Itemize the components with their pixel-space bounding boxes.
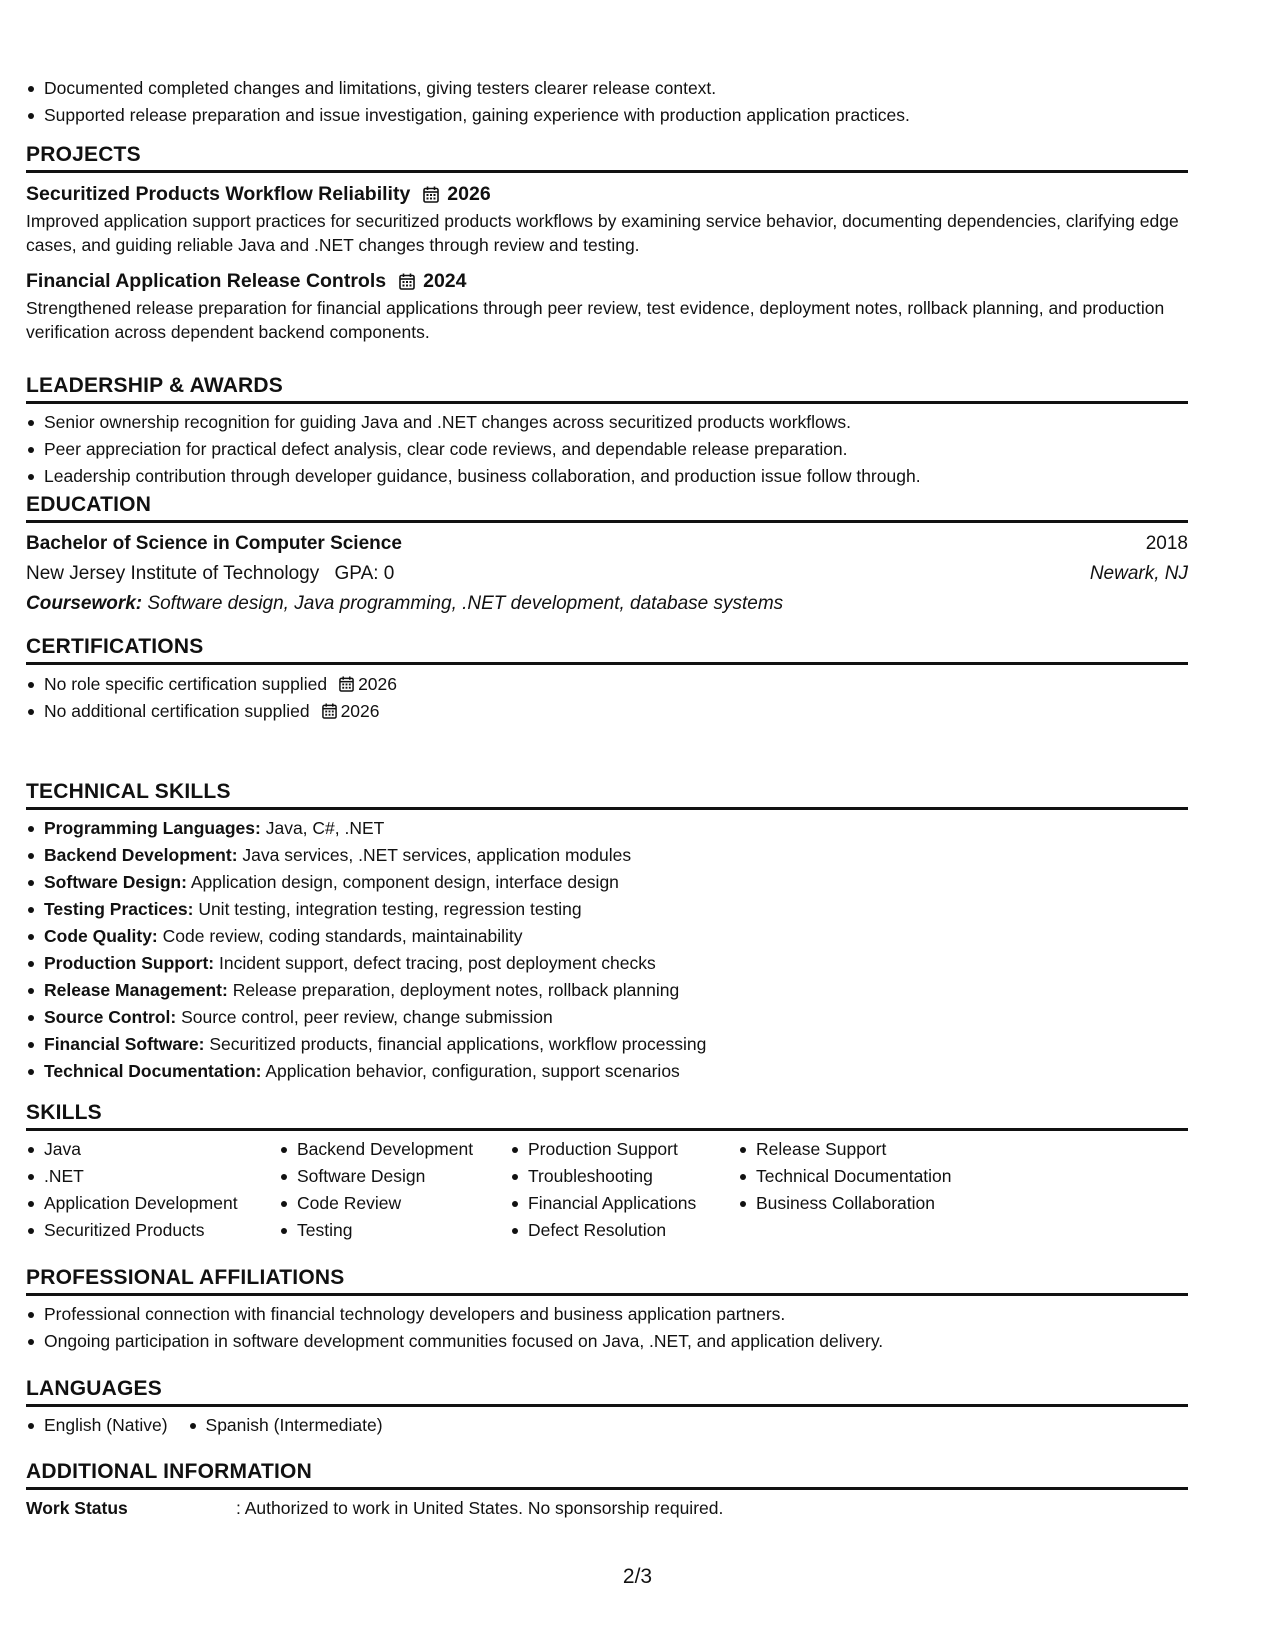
list-item: Business Collaboration — [738, 1190, 998, 1217]
skill-values: Unit testing, integration testing, regression testing — [193, 899, 582, 919]
calendar-icon — [339, 676, 354, 692]
certification-name: No additional certification supplied — [44, 701, 310, 721]
certification-year: 2026 — [358, 674, 397, 694]
project-name: Financial Application Release Controls — [26, 270, 387, 292]
section-title-projects: PROJECTS — [26, 142, 1188, 173]
skill-values: Securitized products, financial applications, workflow processing — [204, 1034, 707, 1054]
section-title-additional-info: ADDITIONAL INFORMATION — [26, 1459, 1188, 1490]
list-item: Peer appreciation for practical defect analysis, clear code reviews, and dependable release preparation. — [26, 436, 1188, 463]
skill-category: Technical Documentation: — [44, 1061, 262, 1081]
degree: Bachelor of Science in Computer Science — [26, 533, 402, 554]
list-item: Code Review — [279, 1190, 510, 1217]
skill-values: Application design, component design, interface design — [186, 872, 619, 892]
calendar-icon — [322, 703, 337, 719]
skill-category: Code Quality: — [44, 926, 158, 946]
list-item — [26, 842, 1188, 869]
list-item: Testing — [279, 1217, 510, 1244]
section-title-leadership: LEADERSHIP & AWARDS — [26, 373, 1188, 404]
project-item — [26, 181, 1188, 257]
project-description: Improved application support practices for securitized products workflows by examining service behavior, documenting dependencies, clarifying edge cases, and guiding reliable Java and .NET changes through review and testing. — [26, 211, 1179, 255]
technical-skills-section — [26, 779, 1188, 1085]
section-title-skills: SKILLS — [26, 1100, 1188, 1131]
skills-column — [26, 1136, 279, 1244]
language-item: Spanish (Intermediate) — [188, 1412, 383, 1439]
info-value: : Authorized to work in United States. No sponsorship required. — [236, 1498, 724, 1518]
certification-year: 2026 — [340, 701, 380, 721]
list-item — [26, 923, 1188, 950]
coursework: Software design, Java programming, .NET development, database systems — [147, 593, 784, 614]
calendar-icon — [399, 273, 415, 290]
section-title-affiliations: PROFESSIONAL AFFILIATIONS — [26, 1265, 1188, 1296]
project-name: Securitized Products Workflow Reliability — [26, 183, 411, 205]
list-item: Documented completed changes and limitations, giving testers clearer release context. — [26, 75, 910, 102]
skills-column — [510, 1136, 738, 1244]
list-item: Application Development — [26, 1190, 279, 1217]
skills-column — [738, 1136, 998, 1244]
list-item: Troubleshooting — [510, 1163, 738, 1190]
list-item: Release Support — [738, 1136, 998, 1163]
skill-values: Release preparation, deployment notes, rollback planning — [227, 980, 680, 1000]
section-title-education: EDUCATION — [26, 492, 1188, 523]
skill-values: Application behavior, configuration, support scenarios — [261, 1061, 680, 1081]
languages-section — [26, 1376, 1188, 1439]
project-item — [26, 268, 1188, 344]
education-section — [26, 492, 1188, 619]
section-title-languages: LANGUAGES — [26, 1376, 1188, 1407]
list-item: Technical Documentation — [738, 1163, 998, 1190]
list-item: Java — [26, 1136, 279, 1163]
school-location: Newark, NJ — [1089, 563, 1188, 584]
list-item — [26, 1004, 1188, 1031]
skill-category: Programming Languages: — [44, 818, 261, 838]
info-label: Work Status — [26, 1498, 128, 1518]
projects-section — [26, 142, 1188, 344]
list-item: Production Support — [510, 1136, 738, 1163]
list-item: Financial Applications — [510, 1190, 738, 1217]
skills-column — [279, 1136, 510, 1244]
list-item — [26, 950, 1188, 977]
skill-category: Release Management: — [44, 980, 228, 1000]
skill-category: Production Support: — [44, 953, 215, 973]
certification-name: No role specific certification supplied — [44, 674, 328, 694]
skill-category: Software Design: — [44, 872, 187, 892]
list-item: Ongoing participation in software development communities focused on Java, .NET, and application delivery. — [26, 1328, 1188, 1355]
experience-continued-list — [26, 75, 910, 129]
list-item — [26, 1058, 1188, 1085]
gpa: GPA: 0 — [334, 563, 395, 584]
list-item: Senior ownership recognition for guiding Java and .NET changes across securitized products workflows. — [26, 409, 1188, 436]
school-name: New Jersey Institute of Technology — [26, 563, 320, 584]
list-item: Securitized Products — [26, 1217, 279, 1244]
skill-category: Source Control: — [44, 1007, 177, 1027]
skill-category: Financial Software: — [44, 1034, 205, 1054]
list-item: Backend Development — [279, 1136, 510, 1163]
affiliations-section — [26, 1265, 1188, 1355]
list-item: Software Design — [279, 1163, 510, 1190]
section-title-technical-skills: TECHNICAL SKILLS — [26, 779, 1188, 810]
list-item: Professional connection with financial technology developers and business application partners. — [26, 1301, 1188, 1328]
list-item: .NET — [26, 1163, 279, 1190]
section-title-certifications: CERTIFICATIONS — [26, 634, 1188, 665]
skill-values: Source control, peer review, change submission — [176, 1007, 553, 1027]
list-item: Supported release preparation and issue investigation, gaining experience with production application practices. — [26, 102, 910, 129]
skill-values: Java services, .NET services, application modules — [237, 845, 632, 865]
list-item — [26, 671, 1188, 698]
additional-info-section — [26, 1459, 1188, 1522]
language-item: English (Native) — [26, 1412, 168, 1439]
list-item — [26, 815, 1188, 842]
list-item — [26, 869, 1188, 896]
page-number: 2/3 — [622, 1565, 653, 1588]
project-year: 2024 — [423, 270, 467, 292]
project-year: 2026 — [447, 183, 491, 205]
graduation-year: 2018 — [1145, 533, 1188, 554]
list-item — [26, 977, 1188, 1004]
skill-values: Code review, coding standards, maintainability — [157, 926, 523, 946]
skill-values: Java, C#, .NET — [260, 818, 385, 838]
list-item — [26, 1031, 1188, 1058]
skill-category: Backend Development: — [44, 845, 238, 865]
coursework-label: Coursework: — [26, 593, 143, 614]
skill-category: Testing Practices: — [44, 899, 194, 919]
list-item: Leadership contribution through developer guidance, business collaboration, and production issue follow through. — [26, 463, 1188, 490]
calendar-icon — [423, 186, 439, 203]
list-item — [26, 698, 1188, 725]
leadership-section — [26, 373, 1188, 490]
list-item: Defect Resolution — [510, 1217, 738, 1244]
list-item — [26, 896, 1188, 923]
certifications-section — [26, 634, 1188, 725]
project-description: Strengthened release preparation for financial applications through peer review, test evidence, deployment notes, rollback planning, and production verification across dependent backend components. — [26, 298, 1165, 342]
skill-values: Incident support, defect tracing, post deployment checks — [214, 953, 656, 973]
skills-section — [26, 1100, 1188, 1244]
